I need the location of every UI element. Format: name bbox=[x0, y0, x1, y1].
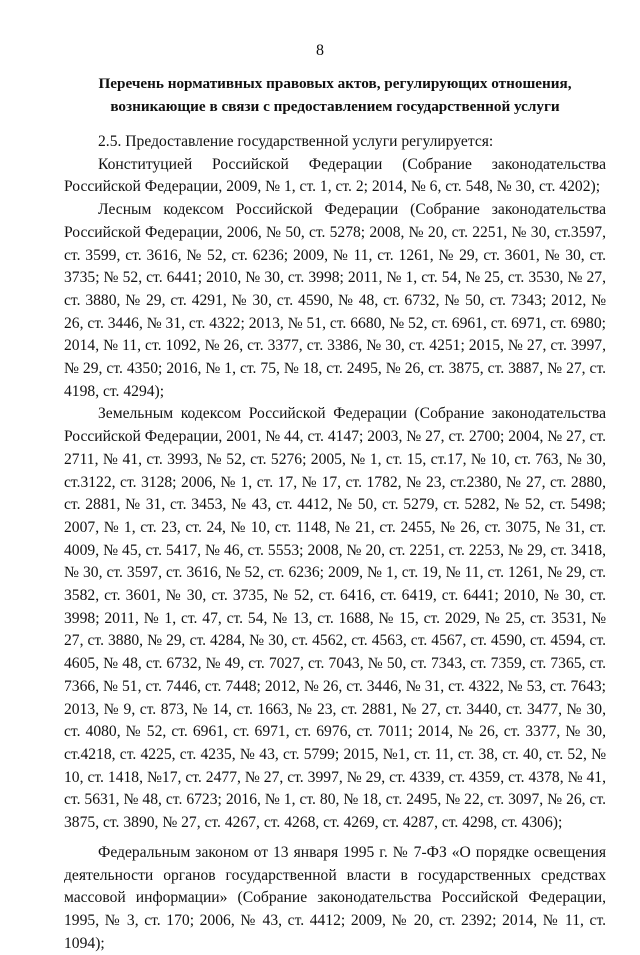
paragraph-federal-law: Федеральным законом от 13 января 1995 г. № 7-ФЗ «О порядке освещения деятельности органов государственной власти в государственных средствах массовой информации» (Собрание законодательства Российской Федерации, 1995, № 3, ст. 170; 2006, № 43, ст. 4412; 2009, № 20, ст. 2392; 2014, № 11, ст. 1094); bbox=[64, 843, 606, 952]
heading-line-2: возникающие в связи с предоставлением государственной услуги bbox=[110, 98, 560, 115]
paragraph-intro: 2.5. Предоставление государственной услуги регулируется: bbox=[98, 133, 494, 150]
heading-line-1: Перечень нормативных правовых актов, регулирующих отношения, bbox=[98, 75, 572, 92]
document-body bbox=[64, 131, 606, 955]
page-number: 8 bbox=[316, 42, 324, 59]
paragraph-land-code: Земельным кодексом Российской Федерации (Собрание законодательства Российской Федерации, 2001, № 44, ст. 4147; 2003, № 27, ст. 2700; 2004, № 27, ст. 2711, № 41, ст. 3993, № 52, ст. 5276; 2005, № 1, ст. 15, ст.17, № 10, ст. 763, № 30, ст.3122, ст. 3128; 2006, № 1, ст. 17, № 17, ст. 1782, № 23, ст.2380, № 27, ст. 2880, ст. 2881, № 31, ст. 3453, № 43, ст. 4412, № 50, ст. 5279, ст. 5282, № 52, ст. 5498; 2007, № 1, ст. 23, ст. 24, № 10, ст. 1148, № 21, ст. 2455, № 26, ст. 3075, № 31, ст. 4009, № 45, ст. 5417, № 46, ст. 5553; 2008, № 20, ст. 2251, ст. 2253, № 29, ст. 3418, № 30, ст. 3597, ст. 3616, № 52, ст. 6236; 2009, № 1, ст. 19, № 11, ст. 1261, № 29, ст. 3582, ст. 3601, № 30, ст. 3735, № 52, ст. 6416, ст. 6419, ст. 6441; 2010, № 30, ст. 3998; 2011, № 1, ст. 47, ст. 54, № 13, ст. 1688, № 15, ст. 2029, № 25, ст. 3531, № 27, ст. 3880, № 29, ст. 4284, № 30, ст. 4562, ст. 4563, ст. 4567, ст. 4590, ст. 4594, ст. 4605, № 48, ст. 6732, № 49, ст. 7027, ст. 7043, № 50, ст. 7343, ст. 7359, ст. 7365, ст. 7366, № 51, ст. 7446, ст. 7448; 2012, № 26, ст. 3446, № 31, ст. 4322, № 53, ст. 7643; 2013, № 9, ст. 873, № 14, ст. 1663, № 23, ст. 2881, № 27, ст. 3440, ст. 3477, № 30, ст. 4080, № 52, ст. 6961, ст. 6971, ст. 6976, ст. 7011; 2014, № 26, ст. 3377, № 30, ст.4218, ст. 4225, ст. 4235, № 43, ст. 5799; 2015, №1, ст. 11, ст. 38, ст. 40, ст. 52, № 10, ст. 1418, №17, ст. 2477, № 27, ст. 3997, № 29, ст. 4339, ст. 4359, ст. 4378, № 41, ст. 5631, № 48, ст. 6723; 2016, № 1, ст. 80, № 18, ст. 2495, № 22, ст. 3097, № 26, ст. 3875, ст. 3890, № 27, ст. 4267, ст. 4268, ст. 4269, ст. 4287, ст. 4298, ст. 4306); bbox=[64, 405, 606, 832]
paragraph-forest-code: Лесным кодексом Российской Федерации (Собрание законодательства Российской Федерации, 2006, № 50, ст. 5278; 2008, № 20, ст. 2251, № 30, ст.3597, ст. 3599, ст. 3616, № 52, ст. 6236; 2009, № 11, ст. 1261, № 29, ст. 3601, № 30, ст. 3735; № 52, ст. 6441; 2010, № 30, ст. 3998; 2011, № 1, ст. 54, № 25, ст. 3530, № 27, ст. 3880, № 29, ст. 4291, № 30, ст. 4590, № 48, ст. 6732, № 50, ст. 7343; 2012, № 26, ст. 3446, № 31, ст. 4322; 2013, № 51, ст. 6680, № 52, ст. 6961, ст. 6971, ст. 6980; 2014, № 11, ст. 1092, № 26, ст. 3377, ст. 3386, № 30, ст. 4251; 2015, № 27, ст. 3997, № 29, ст. 4350; 2016, № 1, ст. 75, № 18, ст. 2495, № 26, ст. 3875, ст. 3887, № 27, ст. 4198, ст. 4294); bbox=[64, 201, 606, 400]
paragraph-constitution: Конституцией Российской Федерации (Собрание законодательства Российской Федерации, 2009, № 1, ст. 1, ст. 2; 2014, № 6, ст. 548, № 30, ст. 4202); bbox=[64, 155, 606, 196]
section-heading bbox=[64, 72, 606, 118]
